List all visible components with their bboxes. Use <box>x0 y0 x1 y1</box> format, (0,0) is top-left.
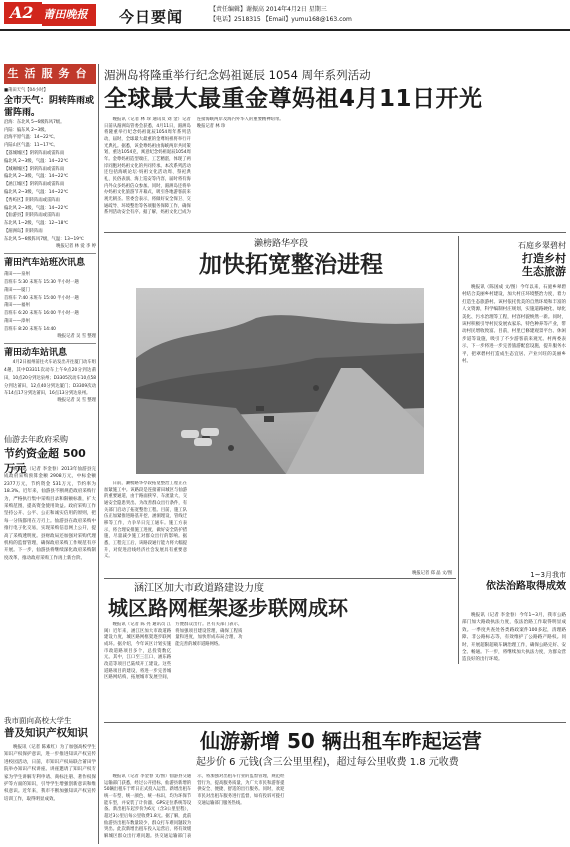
feature-byline: 晚报记者 郑 晶 文/图 <box>412 571 452 576</box>
hanjiang-body: 晚报讯（记者 陈 亮 通讯员 江 闽）近年来，涵江区加大市政道路建设力度，城区路网框架逐步联网成环。据介绍，今年该区计划实施市政道路项目多个，总投资数亿元。其中，江口至三江口、涵东路改造等项目已陆续开工建设。这些道路项目的建设，将进一步完善城区路网结构，拓展城市发展空间，方便群众出行。区有关部门表示，将加强项目建设管理，确保工程质量和进度，加快形成布局合理、功能完善的城市道路网络。 <box>104 622 243 681</box>
train-box <box>4 347 96 405</box>
weather-line: 【秀屿区】阴转阵雨或雷阵雨 <box>4 197 60 203</box>
weather-line: 偏北风 2~3级，气温：14~22℃ <box>4 158 69 164</box>
lead-kicker: 湄洲岛将隆重举行纪念妈祖诞辰 1054 周年系列活动 <box>104 68 371 82</box>
lead-body: 晚报讯（记者 林 珍 通讯员 刘 金）记者日前从湄洲岛管委会获悉，4月11日，湄洲岛将隆重举行纪念妈祖诞辰1054周年系列活动，届时，全球最大最重的金尊妈祖将举行开光典礼。据悉，该金尊妈祖由海峡两岸共同策划，重达1054克，寓意纪念妈祖诞辰1054周年。金尊妈祖造型端庄，工艺精湛，体现了两岸同胞对妈祖文化的共同传承。本次系列活动还包括海峡论坛·妈祖文化活动周、祭祀典礼、民俗表演、海上巡安等内容，届时将有海内外众多妈祖信众参加。同时，湄洲岛还将举办妈祖文化旅游节开幕式，吸引各地游客前来观光朝圣。管委会表示，将做好安全保卫、交通疏导、环境整治等各项服务保障工作，确保系列活动安全有序。据了解，妈祖文化已成为连接海峡两岸及海内外华人的重要精神纽带。晚报记者 林 珍 <box>104 117 284 216</box>
talk-body: 晚报讯（记者 陈素红）为了加强高校学生知识产权保护意识，进一步推进知识产权宣传进校园活动，日前，市知识产权局联合莆田学院举办知识产权讲座。讲座邀请了知识产权专家为学生讲解专利申请、商标注册、著作权保护等方面的知识，引导学生增强创新意识和维权意识。近年来，我市不断加强知识产权宣传培训工作，取得明显成效。 <box>4 745 96 802</box>
bus-route: 莆田——漳州 <box>4 318 30 324</box>
weather-line: 【仙游县】阴转阵雨或雷阵雨 <box>4 213 60 219</box>
weather-line: 东北风 1~2级，气温：12~18℃ <box>4 221 69 227</box>
weather-line: 【城厢城区】阴转阵雨或雷阵雨 <box>4 166 65 172</box>
page-badge <box>4 2 96 26</box>
sidebar-band: 生活服务台 <box>4 64 96 84</box>
divider <box>104 722 566 723</box>
law-headline: 依法治路取得成效 <box>486 580 566 592</box>
weather-line: 【湄洲岛】阴转阵雨 <box>4 228 43 234</box>
rural-story <box>462 240 566 278</box>
column-rule <box>98 64 99 844</box>
train-text: 4月2日福州前往火车站发出开往厦门动车组4趟，其中D3311次动车上午9点20分到达莆田，10点20分到达泉州；D3305次动车10点58分到达莆田，12点40分到达厦门；D3309次动车14点17分到达莆田，16点13分到达泉州。 <box>4 360 96 397</box>
feature-photo <box>136 288 424 474</box>
weather-box <box>4 87 96 250</box>
law-body: 晚报讯（记者 李金春）今年1~3月，我市公路部门加大路政执法力度，依法治路工作取得明显成效。一季度共查处各类路政案件100多起，清理路障、非公路标志等，有效维护了公路路产路权。同时，开展超限超载车辆治理工作，确保公路完好、安全、畅通。下一步，将继续加大执法力度，为群众营造良好的出行环境。 <box>462 613 566 663</box>
bus-title: 莆田汽车站班次讯息 <box>4 258 86 269</box>
header-meta-1: 【责任编辑】谢振高 2014年4月2日 星期三 <box>210 6 327 13</box>
taxi-body: 晚报讯（记者 李金春 文/图）仙游县交通运输部门获悉，经过公开招标，仙游县新增的50辆出租车于昨日正式投入运营。新增出租车统一车型、统一颜色、统一标识，均为环保节能车型，并安装了计价器、GPS定位系统等设备。新出租车起步价为6元（含3公里里程），超过3公里后每公里收费1.8元。据了解，此前仙游县出租车数量较少，群众打车难问题较为突出。此次新增出租车投入运营后，将有效缓解城区群众出行难问题。县交通运输部门表示，将加强对出租车行业的监督管理，规范经营行为，提高服务质量，为广大市民和游客提供安全、便捷、舒适的出行服务。同时，欢迎市民对出租车服务进行监督，如有投诉可拨打交通运输部门服务热线。 <box>104 774 285 839</box>
page-header <box>0 0 570 40</box>
bus-schedule <box>4 271 96 333</box>
weather-title: 全市天气：阴转阵雨或雷阵雨。 <box>4 95 95 118</box>
weather-lines <box>4 119 96 244</box>
weather-line: 沿海：东北风 5~6级阵风7级。 <box>4 119 65 125</box>
bus-times: 首班车 6:20 末班车 16:00 半小时一趟 <box>4 311 79 317</box>
bus-route: 莆田——泉州 <box>4 272 30 278</box>
header-meta-2: 【电话】2518315 【Email】yumu168@163.com <box>210 16 352 23</box>
page-code: A2 <box>4 2 42 24</box>
divider <box>4 253 96 254</box>
rural-headline-1: 打造乡村 <box>522 252 566 265</box>
lead-headline: 全球最大最重金尊妈祖4月11日开光 <box>104 86 483 112</box>
talk-kicker: 我市面向高校大学生 <box>4 716 72 725</box>
taxi-headline: 仙游新增 50 辆出租车昨起运营 <box>200 729 482 753</box>
feature-body: 日前，濑榜路华亭段拓宽整治工程正在加紧施工中。该路段是连接莆田城区与仙游的重要通道，由于路面狭窄、车流量大，交通安全隐患突出。为改善群众出行条件，有关部门启动了拓宽整治工程。目前，施工队伍正加紧推进路基开挖、涵洞埋设、管线迁移等工作，力争早日完工通车。施工方表示，将合理安排施工进度，做好安全防护措施，尽量减少施工对群众出行的影响。据悉，工程完工后，该路段通行能力将大幅提升，对促进沿线经济社会发展具有重要意义。 <box>104 481 187 560</box>
weather-line: 内陆山区气温：11~17℃。 <box>4 143 58 149</box>
talk-story <box>4 716 96 746</box>
section-title: 今日要闻 <box>119 8 184 26</box>
weather-line: 【荔城城区】阴转阵雨或雷阵雨 <box>4 150 65 156</box>
weather-tag: ■莆田天气【04小时】 <box>4 88 48 93</box>
weather-line: 沿海平原气温：14~22℃。 <box>4 135 58 141</box>
law-kicker: 1~3月我市 <box>530 571 566 579</box>
xianyou-headline: 节约资金超 500 万元 <box>4 447 86 475</box>
header-rule <box>0 29 570 31</box>
weather-line: 偏北风 2~3级，气温：14~22℃ <box>4 205 69 211</box>
bus-byline: 晚报记者 吴 雪 整理 <box>57 333 96 339</box>
train-title: 莆田动车站讯息 <box>4 348 68 359</box>
bus-times: 首班车 5:30 末班车 15:30 半小时一趟 <box>4 280 79 285</box>
law-story <box>462 570 566 593</box>
taxi-subhead: 起步价 6 元钱(含三公里里程)，超过每公里收费 1.8 元收费 <box>196 757 459 768</box>
feature-kicker: 濑榜路华亭段 <box>254 239 309 249</box>
weather-byline: 晚报记者 林 爱 李 婷 <box>56 243 96 249</box>
column-rule <box>458 236 459 664</box>
xianyou-kicker: 仙游去年政府采购 <box>4 435 68 444</box>
bus-route: 莆田——福州 <box>4 303 30 309</box>
feature-headline: 加快拓宽整治进程 <box>199 252 383 278</box>
divider <box>104 578 456 579</box>
weather-line: 偏北风 2~3级，气温：14~22℃ <box>4 174 69 180</box>
divider <box>104 232 566 233</box>
rural-body: 晚报讯（陈国成 文/图）今年以来，石庭乡翠碧村结合美丽乡村建设，加大村庄环境整治力度，着力打造生态旅游村。该村依托优美的自然环境和丰富的人文资源，科学编制村庄规划，实施道路硬化、绿化美化、污水治理等工程，村容村貌焕然一新。同时，该村积极引导村民发展农家乐、特色种养等产业，带动村民增收致富。目前，村里已修建观景平台、休闲步道等设施，吸引了不少游客前来观光。村两委表示，下一步将进一步完善旅游配套设施，提升服务水平，把翠碧村打造成生态宜居、产业兴旺的美丽乡村。 <box>462 285 566 365</box>
weather-line: 偏北风 2~3级，气温：14~22℃ <box>4 189 69 195</box>
hanjiang-kicker: 涵江区加大市政道路建设力度 <box>134 583 264 594</box>
weather-line: 东北风 5~6级阵风7级，气温：13~19℃ <box>4 236 84 242</box>
weather-line: 【涵江城区】阴转阵雨或雷阵雨 <box>4 182 65 188</box>
divider <box>4 343 96 344</box>
feature-story <box>104 236 456 576</box>
rural-headline-2: 生态旅游 <box>522 265 566 278</box>
hanjiang-headline: 城区路网框架逐步联网成环 <box>108 596 348 620</box>
train-byline: 晚报记者 吴 雪 整理 <box>57 398 96 404</box>
rural-kicker: 石庭乡翠碧村 <box>518 241 566 250</box>
bus-box <box>4 257 96 340</box>
xianyou-body: 晚报讯（记者 李金春）2013年仙游县完成政府采购预算金额 2908万元，中标金额 2377万元，节约资金 531万元，节约率为 18.3%。近年来，仙游县不断规范政府采购行为，严格执行集中采购目录和限额标准，扩大采购范围，提高资金使用效益。政府采购工作坚持公开、公平、公正和诚实信用的原则，把每一分钱都用在刀刃上。仙游县在政府采购中推行电子化交易，实现采购信息网上公开，提高了采购透明度。县财政局还加强对采购代理机构的监督管理，确保政府采购工作规范有序开展。下一步，仙游县将继续深化政府采购制度改革，推动政府采购工作再上新台阶。 <box>4 467 96 561</box>
paper-name: 莆田晚报 <box>42 4 96 26</box>
bus-times: 首班车 8:20 末班车 14:40 <box>4 326 56 332</box>
weather-line: 内陆：偏东风 2~3级。 <box>4 127 49 133</box>
bus-times: 首班车 7:40 末班车 15:00 半小时一趟 <box>4 295 79 301</box>
talk-headline: 普及知识产权知识 <box>4 727 88 739</box>
road-photo-illustration <box>136 288 424 474</box>
bus-route: 莆田——厦门 <box>4 287 30 293</box>
